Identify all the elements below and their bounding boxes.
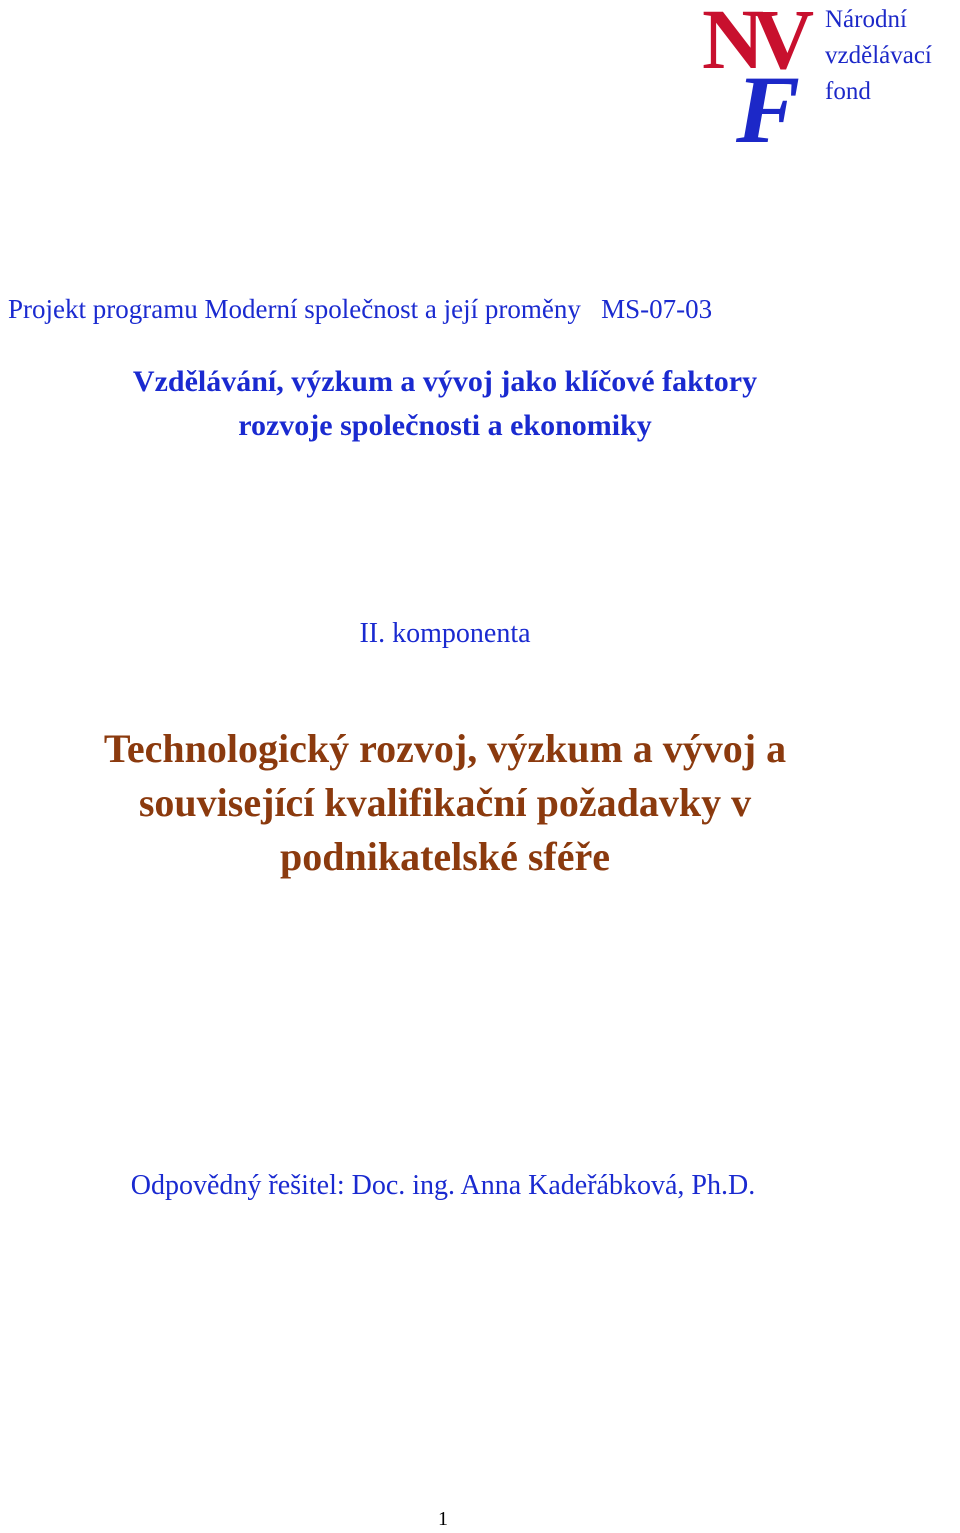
logo-text-line-1: Národní	[825, 6, 907, 33]
logo-text-line-3: fond	[825, 78, 871, 105]
main-title-line-2: související kvalifikační požadavky v	[138, 780, 752, 825]
project-line: Projekt programu Moderní společnost a její proměny MS-07-03	[8, 294, 713, 324]
responsible-person: Odpovědný řešitel: Doc. ing. Anna Kadeřábková, Ph.D.	[130, 1170, 756, 1201]
subtitle-line-2: rozvoje společnosti a ekonomiky	[238, 409, 652, 442]
logo-text-line-2: vzdělávací	[825, 42, 932, 69]
main-title-line-3: podnikatelské sféře	[280, 834, 610, 879]
main-title	[0, 722, 890, 884]
nvf-logo	[700, 0, 960, 150]
logo-letter-n: N	[702, 0, 765, 87]
logo-text	[825, 2, 932, 110]
main-title-line-1: Technologický rozvoj, výzkum a vývoj a	[103, 726, 787, 771]
logo-letter-v: V	[752, 0, 815, 87]
page-number: 1	[438, 1508, 448, 1530]
logo-letter-f: F	[736, 56, 801, 150]
subtitle-line-1: Vzdělávání, výzkum a vývoj jako klíčové faktory	[132, 365, 758, 398]
component-label: II. komponenta	[359, 618, 531, 649]
subtitle	[0, 360, 890, 448]
nvf-logo-icon	[700, 0, 825, 150]
